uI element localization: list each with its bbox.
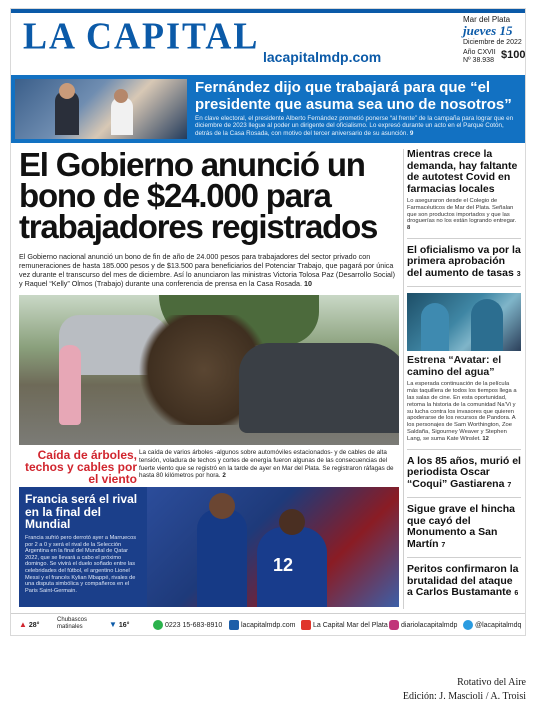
banner-headline: Fernández dijo que trabajará para que “el presidente que asuma sea uno de nosotros” <box>195 79 512 113</box>
issue-date: Diciembre de 2022 <box>463 39 522 46</box>
worldcup-summary: Francia sufrió pero derrotó ayer a Marruecos por 2 a 0 y será el rival de la Selección Argentina en la final del Mundial de Qatar 2022, que se llevará a cabo el próximo domingo. Se vivirá el duelo soñado entre las celebridades del fútbol, el argentino Lionel Messi y el francés Kylian Mbappé, rivales de una disputa simbólica y compañeros en el Paris Saint-Germain. <box>25 535 136 594</box>
newspaper-logo: LA CAPITAL <box>23 15 260 58</box>
sidebar-headline <box>407 456 521 492</box>
sidebar-summary-text: Lo aseguraron desde el Colegio de Farmacéuticos de Mar del Plata. Señalan que son productos importados y que las droguerías no los están logrando entregar. <box>407 198 517 225</box>
temp-high-value: 28° <box>28 622 40 629</box>
photo-crushed-car <box>239 343 399 433</box>
worldcup-headline: Francia será el rival en la final del Mundial <box>25 492 138 531</box>
banner-photo-head <box>59 83 75 99</box>
arrow-up-icon: ▲ <box>19 620 27 629</box>
fallen-tree-photo <box>19 295 399 445</box>
main-summary-text: El Gobierno nacional anunció un bono de fin de año de 24.000 pesos para trabajadores del sector privado con remuneraciones de hasta 185.000 pesos y de $13.500 para beneficiarios del Potenciar Trabajo, que pagará por única vez durante el transcurso del mes de diciembre. Así lo anunciaron las ministras Victoria Tolosa Paz (Desarrollo Social) y Raquel “Kelly” Olmos (Trabajo) durante una conferencia de prensa en la Casa Rosada. <box>19 252 396 288</box>
main-page-ref: 10 <box>304 279 312 288</box>
instagram-icon <box>389 620 399 630</box>
youtube-handle: La Capital Mar del Plata <box>313 621 388 629</box>
site-url[interactable]: lacapitalmdp.com <box>263 49 382 65</box>
banner-page-ref: 9 <box>409 129 414 137</box>
sidebar-separator <box>407 238 521 239</box>
credits-edition: Edición: J. Mascioli / A. Troisi <box>402 691 526 702</box>
issue-day: jueves 15 <box>463 23 513 38</box>
sidebar-story-bustamante[interactable] <box>407 564 521 600</box>
sidebar-page-ref: 3 <box>516 270 521 278</box>
youtube-link[interactable] <box>301 620 388 630</box>
masthead-top-bar <box>11 9 526 13</box>
sidebar-headline-text: El oficialismo va por la primera aprobación del aumento de tasas <box>407 243 521 279</box>
credits <box>226 676 526 704</box>
sidebar-headline: Estrena “Avatar: el camino del agua” <box>407 354 502 378</box>
sidebar-separator <box>407 449 521 450</box>
column-divider <box>403 149 404 609</box>
avatar-movie-photo <box>407 293 521 351</box>
sidebar-headline <box>407 245 521 281</box>
masthead <box>11 9 526 73</box>
page-footer <box>11 613 526 635</box>
sidebar-headline-text: Peritos confirmaron la brutalidad del ataque a Carlos Bustamante <box>407 563 519 599</box>
arrow-down-icon: ▼ <box>109 620 117 629</box>
edition-info <box>463 49 496 65</box>
sidebar-column <box>407 149 521 600</box>
sidebar-headline-text: A los 85 años, murió el periodista Oscar “Coqui” Gastiarena <box>407 454 521 490</box>
sidebar-headline <box>407 504 521 551</box>
twitter-icon <box>463 620 473 630</box>
photo-navi-figure <box>471 299 503 351</box>
main-summary <box>19 252 399 288</box>
twitter-link[interactable] <box>463 620 521 630</box>
sidebar-summary-text: La esperada continuación de la película más taquillera de todos los tiempos llega a las salas de cine. En esta oportunidad, retoma la historia de la comunidad Na’Vi y su lucha contra los invasores que quieren apoderarse de los recursos de Pandora. A los personajes de Sam Worthington, Zoe Saldaña, Sigourney Weaver y Stephen Lang, se suma Kate Winslet. <box>407 381 517 442</box>
worldcup-photo <box>147 487 399 607</box>
edition-year: Año CXVII <box>463 49 496 56</box>
photo-bystander <box>59 345 81 425</box>
worldcup-story[interactable] <box>19 487 399 607</box>
instagram-link[interactable] <box>389 620 457 630</box>
sidebar-page-ref: 12 <box>482 435 489 442</box>
sidebar-story-monument-fan[interactable] <box>407 504 521 551</box>
storm-page-ref: 2 <box>222 472 226 480</box>
city-label: Mar del Plata <box>463 15 511 24</box>
storm-summary <box>139 449 399 480</box>
photo-navi-figure <box>421 303 449 351</box>
jersey-number: 12 <box>273 555 294 575</box>
facebook-link[interactable] <box>229 620 295 630</box>
banner-summary-text: En clave electoral, el presidente Alberto Fernández prometió ponerse “al frente” de la campaña para lograr que en diciembre de 2023 llegue al poder un dirigente del oficialismo. Lo expresó durante un acto en el Parque Cotón, detrás de la Casa Rosada, con motivo del tercer aniversario de su asunción. <box>195 115 514 137</box>
sidebar-page-ref: 7 <box>507 481 512 489</box>
edition-number: Nº 38.938 <box>463 57 494 64</box>
sidebar-story-obituary[interactable] <box>407 456 521 492</box>
weather-forecast: Chubascos matinales <box>57 617 88 630</box>
top-banner-story[interactable] <box>11 75 526 143</box>
newspaper-front-page <box>10 8 526 636</box>
whatsapp-number: 0223 15-683-8910 <box>165 621 223 629</box>
sidebar-story-tax-approval[interactable] <box>407 245 521 281</box>
storm-headline[interactable]: Caída de árboles, techos y cables por el viento <box>24 448 137 486</box>
sidebar-story-avatar[interactable] <box>407 293 521 442</box>
banner-photo <box>15 79 187 139</box>
sidebar-page-ref: 8 <box>407 225 411 232</box>
sidebar-headline: Mientras crece la demanda, hay faltante de autotest Covid en farmacias locales <box>407 148 518 195</box>
sidebar-separator <box>407 286 521 287</box>
credits-program: Rotativo del Aire <box>457 677 526 688</box>
photo-player-head <box>279 509 305 535</box>
sidebar-page-ref: 6 <box>514 590 519 598</box>
sidebar-summary <box>407 381 521 442</box>
temp-low-value: 16° <box>118 622 130 629</box>
youtube-icon <box>301 620 311 630</box>
sidebar-separator <box>407 557 521 558</box>
sidebar-headline-text: Sigue grave el hincha que cayó del Monumento a San Martín <box>407 503 515 550</box>
facebook-handle: lacapitalmdp.com <box>241 621 296 629</box>
sidebar-headline <box>407 564 521 600</box>
twitter-handle: @lacapitalmdq <box>475 621 522 629</box>
whatsapp-icon <box>153 620 163 630</box>
storm-summary-text: La caída de varios árboles -algunos sobre automóviles estacionados- y de cables de alta tensión, voladura de techos y cortes de energía fueron algunas de las consecuencias del fuerte viento que se registró en la tarde de ayer en Mar del Plata. Se registraron ráfagas de hasta 80 kilómetros por hora. <box>139 449 394 480</box>
sidebar-summary <box>407 198 521 232</box>
sidebar-story-covid-tests[interactable] <box>407 149 521 232</box>
whatsapp-contact[interactable] <box>153 620 222 630</box>
temp-low <box>109 620 129 629</box>
banner-summary <box>195 115 521 137</box>
instagram-handle: diariolacapitalmdp <box>401 621 458 629</box>
sidebar-page-ref: 7 <box>441 541 446 549</box>
facebook-icon <box>229 620 239 630</box>
main-headline[interactable]: El Gobierno anunció un bono de $24.000 para trabajadores registrados <box>19 146 378 245</box>
temp-high <box>19 620 39 629</box>
photo-player-head <box>209 493 235 519</box>
photo-player <box>197 509 247 607</box>
sidebar-separator <box>407 497 521 498</box>
issue-price: $100 <box>501 49 526 61</box>
banner-photo-head <box>114 89 128 103</box>
